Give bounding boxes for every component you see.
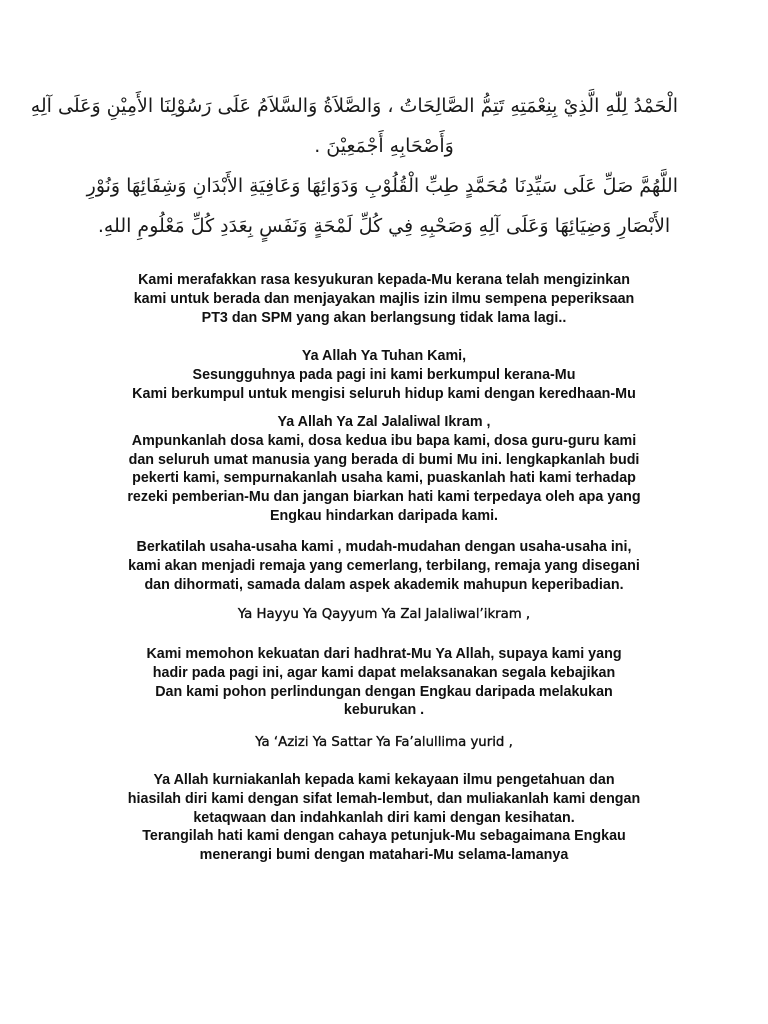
text-line: Engkau hindarkan daripada kami. xyxy=(269,507,499,524)
text-line: hiasilah diri kami dengan sifat lemah-lembut, dan muliakanlah kami dengan xyxy=(127,790,641,807)
text-line: Kami merafakkan rasa kesyukuran kepada-Mu kerana telah mengizinkan xyxy=(138,272,630,288)
text-line: Ya Allah Ya Tuhan Kami, xyxy=(301,348,467,364)
paragraph-knowledge xyxy=(84,771,684,865)
text-line: Kami memohon kekuatan dari hadhrat-Mu Ya Allah, supaya kami yang xyxy=(146,646,622,662)
arabic-line: وَأَصْحَابِهِ أَجْمَعِيْنَ . xyxy=(314,135,454,157)
text-line: Ya ‘Azizi Ya Sattar Ya Fa’alullima yurid , xyxy=(255,735,513,750)
text-line: PT3 dan SPM yang akan berlangsung tidak lama lagi.. xyxy=(201,309,567,326)
text-line: ketaqwaan dan indahkanlah diri kami dengan kesihatan. xyxy=(193,809,575,826)
text-line: dan seluruh umat manusia yang berada di bumi Mu ini. lengkapkanlah budi xyxy=(128,451,640,468)
arabic-line: الْحَمْدُ لِلّٰهِ الَّذِيْ بِنِعْمَتِهِ تَتِمُّ الصَّالِحَاتُ ، وَالصَّلاَةُ وَالسَّلاَمُ عَلَى رَسُوْلِنَا الأَمِيْنِ وَعَلَى آلِهِ xyxy=(30,95,678,117)
text-line: Ya Hayyu Ya Qayyum Ya Zal Jalaliwal’ikram , xyxy=(237,607,531,622)
text-line: Ya Allah Ya Zal Jalaliwal Ikram , xyxy=(277,414,491,430)
text-line: hadir pada pagi ini, agar kami dapat melaksanakan segala kebajikan xyxy=(152,664,616,681)
text-line: dan dihormati, samada dalam aspek akademik mahupun keperibadian. xyxy=(144,576,624,593)
text-line: Ampunkanlah dosa kami, dosa kedua ibu bapa kami, dosa guru-guru kami xyxy=(131,432,637,449)
text-line: rezeki pemberian-Mu dan jangan biarkan hati kami terpedaya oleh apa yang xyxy=(127,489,641,506)
paragraph-gratitude xyxy=(84,271,684,327)
invocation-heading xyxy=(84,606,684,625)
text-line: Dan kami pohon perlindungan dengan Engkau daripada melakukan xyxy=(155,683,613,700)
arabic-line: الأَبْصَارِ وَضِيَائِهَا وَعَلَى آلِهِ وَصَحْبِهِ فِي كُلِّ لَمْحَةٍ وَنَفَسٍ بِعَدَدِ كُلِّ مَعْلُومِ اللهِ. xyxy=(97,215,671,237)
paragraph-blessing xyxy=(84,538,684,594)
text-line: keburukan . xyxy=(343,702,425,719)
text-line: Sesungguhnya pada pagi ini kami berkumpul kerana-Mu xyxy=(192,366,576,383)
text-line: menerangi bumi dengan matahari-Mu selama-lamanya xyxy=(199,847,569,864)
invocation-heading xyxy=(84,734,684,753)
text-line: kami untuk berada dan menjayakan majlis izin ilmu sempena peperiksaan xyxy=(133,290,635,307)
text-line: kami akan menjadi remaja yang cemerlang, terbilang, remaja yang disegani xyxy=(128,557,640,574)
paragraph-strength xyxy=(84,645,684,720)
text-line: Ya Allah kurniakanlah kepada kami kekayaan ilmu pengetahuan dan xyxy=(153,772,615,788)
arabic-opening-prayer xyxy=(30,86,678,246)
text-line: pekerti kami, sempurnakanlah usaha kami, puaskanlah hati kami terhadap xyxy=(132,470,636,487)
arabic-line: اللَّهُمَّ صَلِّ عَلَى سَيِّدِنَا مُحَمَّدٍ طِبِّ الْقُلُوْبِ وَدَوَائِهَا وَعَافِيَةِ الأَبْدَانِ وَشِفَائِهَا وَنُوْرِ xyxy=(86,175,678,197)
text-line: Kami berkumpul untuk mengisi seluruh hidup kami dengan keredhaan-Mu xyxy=(132,385,636,402)
paragraph-gathering xyxy=(84,347,684,403)
paragraph-forgiveness xyxy=(84,413,684,526)
text-line: Berkatilah usaha-usaha kami , mudah-mudahan dengan usaha-usaha ini, xyxy=(136,539,632,555)
text-line: Terangilah hati kami dengan cahaya petunjuk-Mu sebagaimana Engkau xyxy=(142,828,626,845)
